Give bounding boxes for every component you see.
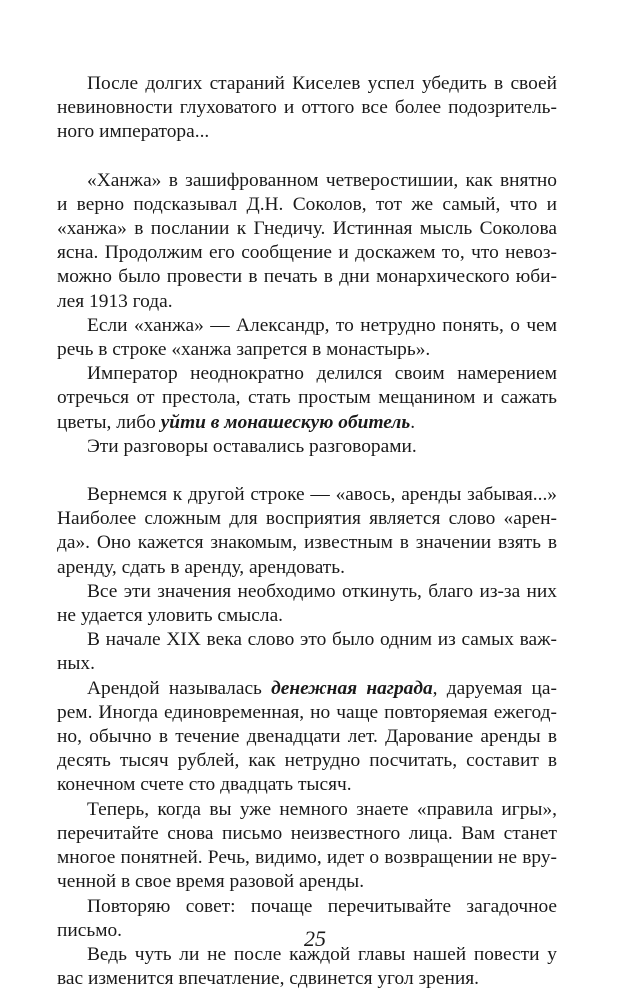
paragraph	[57, 362, 557, 435]
paragraph: Если «ханжа» — Александр, то нетрудно понять, о чем речь в строке «ханжа запрется в монастырь».	[57, 314, 557, 361]
paragraph-text: Император неоднократно делился своим намерением отречься от престола, стать простым мещанином и сажать цветы, либо	[57, 363, 557, 433]
page-number: 25	[304, 926, 326, 951]
body-text	[57, 72, 557, 991]
paragraph: Вернемся к другой строке — «авось, аренды забывая...» Наиболее сложным для восприятия является слово «аренда». Оно кажется знакомым, известным в значении взять в аренду, сдать в аренду, арендовать.	[57, 484, 557, 578]
paragraph: Повторяю совет: почаще перечитывайте загадочное письмо.	[57, 895, 557, 941]
paragraph: Теперь, когда вы уже немного знаете «правила игры», перечитайте снова письмо неизвестного лица. Вам станет многое понятней. Речь, видимо, идет о возвращении не врученной в свое время разовой аренды.	[57, 798, 557, 893]
paragraph-text: Арендой называлась	[87, 677, 272, 699]
paragraph: Все эти значения необходимо откинуть, благо из-за них не удается уловить смысла.	[57, 580, 557, 627]
emphasized-text: уйти в монашескую обитель	[160, 411, 411, 433]
paragraph	[57, 677, 557, 798]
paragraph: После долгих стараний Киселев успел убедить в своей невиновности глуховатого и оттого все более подозрительного императора...	[57, 73, 557, 143]
section-gap	[57, 459, 557, 483]
paragraph-text: , даруемая царем. Иногда единовременная, но чаще повторяемая ежегодно, обычно в течение двенадцати лет. Дарование аренды в десять тысяч рублей, как нетрудно посчитать, составит в конечном счете сто двадцать тысяч.	[57, 677, 557, 796]
section-gap	[57, 145, 557, 169]
paragraph: Ведь чуть ли не после каждой главы нашей повести у вас изменится впечатление, сдвинется угол зрения.	[57, 943, 557, 990]
paragraph: «Ханжа» в зашифрованном четверостишии, как внятно и верно подсказывал Д.Н. Соколов, тот же самый, что и «ханжа» в послании к Гнедичу. Истинная мысль Соколова ясна. Продолжим его сообщение и доскажем то, что невозможно было провести в печать в дни монархического юбилея 1913 года.	[57, 169, 557, 312]
paragraph: Эти разговоры оставались разговорами.	[87, 435, 417, 457]
emphasized-text: денежная награда	[271, 677, 433, 699]
paragraph: В начале XIX века слово это было одним из самых важных.	[57, 629, 557, 675]
paragraph-text: .	[410, 411, 416, 433]
